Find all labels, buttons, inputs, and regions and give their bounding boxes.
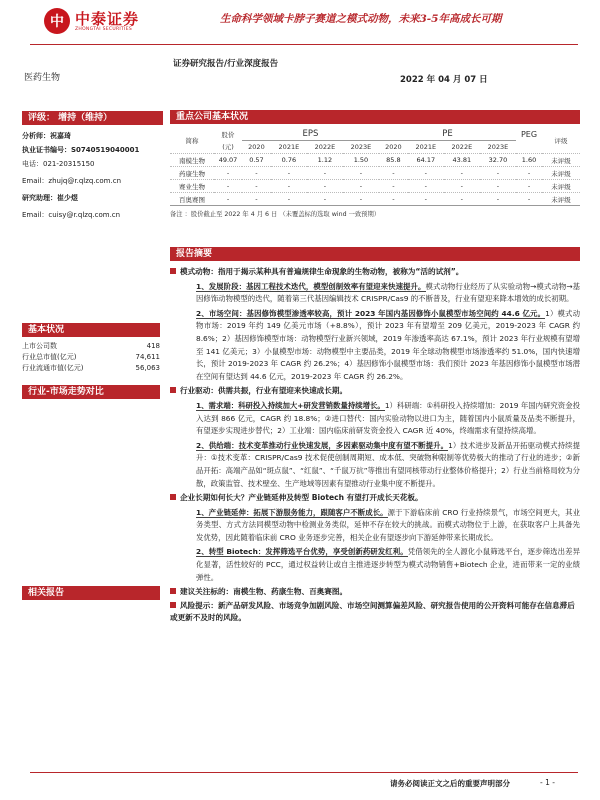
paragraph: 2、转型 Biotech：发挥筛选平台优势，享受创新药研发红利。凭借领先的全人源化小鼠筛选平台，逐步筛选出差异化显著，活性较好的 PCC，通过权益转让或自主推进逐步转型为模式动物销售+Biotech 企业，进而带来一定的业绩弹性。 <box>196 547 580 582</box>
basic-row: 上市公司数 418 <box>22 342 160 350</box>
logo <box>44 8 139 34</box>
summary-body <box>170 266 580 625</box>
report-date: 2022 年 04 月 07 日 <box>400 75 488 85</box>
analyst-phone: 电话：021-20315150 <box>22 160 95 168</box>
paragraph: 1、产业链延伸：拓展下游服务能力，跟随客户不断成长。源于下游临床前 CRO 行业持续景气，市场空间更大，其业务类型、方式方法同模型动物中检测业务类似，延伸不存在较大的挑战。而模式动物位于上游，在获取客户上具备先发优势，因此随着临床前 CRO 业务逐步完善，相关企业有望逐步向下游延伸带来长期成长。 <box>196 507 580 542</box>
disclaimer: 请务必阅读正文之后的重要声明部分 <box>390 779 510 788</box>
col-year: 2023E <box>350 143 372 151</box>
table-row: 百奥赛图 - - - - - - - - - - 未评级 <box>170 193 580 206</box>
col-name: 简称 <box>185 137 199 145</box>
summary-section <box>170 247 580 261</box>
col-price-unit: (元) <box>222 143 234 152</box>
report-type: 证券研究报告/行业深度报告 <box>173 59 279 69</box>
basic-row: 行业总市值(亿元) 74,611 <box>22 353 160 361</box>
col-year: 2022E <box>451 143 473 151</box>
col-rating: 评级 <box>554 137 568 145</box>
table-row: 药康生物 - - - - - - - - - - 未评级 <box>170 167 580 180</box>
assistant-email[interactable]: Email：cuisy@r.qlzq.com.cn <box>22 211 121 219</box>
basic-row: 行业流通市值(亿元) 56,063 <box>22 364 160 372</box>
company-section <box>170 110 580 218</box>
paragraph: 1、发展阶段：基因工程技术迭代，模型创制效率有望迎来快速提升。模式动物行业经历了从实验动物→模式动物→基因修饰动物模型的迭代，随着第三代基因编辑技术 CRISPR/Cas9 的不断普及，行业有望迎来降本增效的成长初期。 <box>196 281 581 304</box>
paragraph: 1、需求端：科研投入持续加大+研发营销数量持续增长。1）科研端：①科研投入持续增加：2019 年国内研究资金投入达到 866 亿元，CAGR 约 18.8%；②进口替代：国内实验动物以进口为主，随着国内小鼠质量及品类不断提升，有望逐步实现进步替代；2）工业端：国内临床前研发资金投入 CAGR 近 40%，终端需求有望持续高增。 <box>196 400 580 436</box>
summary-title: 报告摘要 <box>170 247 580 261</box>
col-year: 2023E <box>487 143 509 151</box>
related-reports-title: 相关报告 <box>22 586 160 600</box>
basic-info-box <box>22 323 160 374</box>
trend-title: 行业-市场走势对比 <box>22 385 160 399</box>
license-number: 执业证书编号：S0740519040001 <box>22 146 140 154</box>
col-price: 股价 <box>221 130 235 139</box>
rating-banner: 评级： 增持（维持） <box>22 111 163 125</box>
headline: 生命科学领域卡脖子赛道之模式动物，未来3-5年高成长可期 <box>220 13 502 25</box>
logo-cn: 中泰证券 <box>75 9 140 28</box>
related-reports-box <box>22 586 160 600</box>
company-table-title: 重点公司基本状况 <box>170 110 580 124</box>
bullet-recommended-stocks: 建议关注标的：南模生物、药康生物、百奥赛图。 <box>170 586 580 599</box>
analyst-email[interactable]: Email：zhujq@r.qlzq.com.cn <box>22 177 122 185</box>
header-divider <box>30 44 578 45</box>
col-year: 2021E <box>278 143 300 151</box>
industry-name: 医药生物 <box>24 73 61 83</box>
sidebar <box>22 111 163 222</box>
company-table <box>170 128 580 206</box>
logo-en: ZHONGTAI SECURITIES <box>75 26 133 32</box>
col-year: 2022E <box>314 143 336 151</box>
logo-mark-icon: 中 <box>44 8 70 34</box>
bullet-risk-warning: 风险提示：新产品研发风险、市场竞争加剧风险、市场空间测算偏差风险、研究报告使用的公开资料可能存在信息滞后或更新不及时的风险。 <box>170 600 575 623</box>
col-year: 2020 <box>385 143 402 151</box>
assistant-name: 研究助理：崔少煜 <box>22 194 78 202</box>
col-year: 2020 <box>248 143 265 151</box>
trend-box <box>22 385 160 399</box>
col-eps: EPS <box>242 128 379 141</box>
col-year: 2021E <box>415 143 437 151</box>
page-number: - 1 - <box>540 778 555 787</box>
bullet-industry-drivers: 行业驱动：供需共振，行业有望迎来快速成长期。 <box>170 385 580 398</box>
analyst-name: 分析师：祝嘉琦 <box>22 132 71 140</box>
table-row: 赛业生物 - - - - - - - - - - 未评级 <box>170 180 580 193</box>
table-row: 南模生物 49.07 0.57 0.76 1.12 1.50 85.8 64.17 43.81 32.70 1.60 未评级 <box>170 154 580 167</box>
bullet-model-animals: 模式动物：指用于揭示某种具有普遍规律生命现象的生物动物，被称为“活的试剂”。 <box>170 266 580 279</box>
footer-divider <box>30 772 578 773</box>
bullet-long-term-growth: 企业长期如何长大？产业链延伸及转型 Biotech 有望打开成长天花板。 <box>170 492 580 505</box>
col-peg: PEG <box>520 129 538 139</box>
paragraph: 2、供给端：技术变革推动行业快速发展，多因素驱动集中度有望不断提升。1）技术进步及新品开拓驱动模式持续提升：①技术变革：CRISPR/Cas9 技术促使创制周期短、成本低、突破物种限制等优势极大的推动了行业的进步；②新品开拓：高端产品如“斑点鼠”、“红鼠”、“千鼠万抗”等推出有望同核带动行业整体价格提升；2）行业当前格局较为分散，政策监管、技术壁垒、生产地域等因素有望推动行业集中度不断提升。 <box>196 440 580 488</box>
table-note: 备注 ：股价截止至 2022 年 4 月 6 日 （未覆盖标的选取 wind 一致预期） <box>170 211 381 218</box>
col-pe: PE <box>379 128 516 141</box>
paragraph: 2、市场空间：基因修饰模型渗透率较高，预计 2023 年国内基因修饰小鼠模型市场空间约 44.6 亿元。1）模式动物市场：2019 年约 149 亿美元市场（+8.8%），预计 2023 年有望增至 209 亿美元，2019-2023 年 CAGR 约 8.6%；2）基因修饰模型市场：动物模型行业新兴领域，2019 年渗透率高达 67.1%，预计 2023 年行业规模有望增至 141 亿美元；3）小鼠模型市场：动物模型中主要品类，2019 年全球动物模型市场渗透率约 51.0%，国内快速增长，预计 2019-2023 年 CAGR 约 26.2%；4）基因修饰小鼠模型市场：我们预计 2023 年基因修饰小鼠模型市场潜在空间有望达到 44.6 亿元，2019-2023 年 CAGR 约 26.2%。 <box>196 308 580 381</box>
basic-info-title: 基本状况 <box>22 323 160 337</box>
